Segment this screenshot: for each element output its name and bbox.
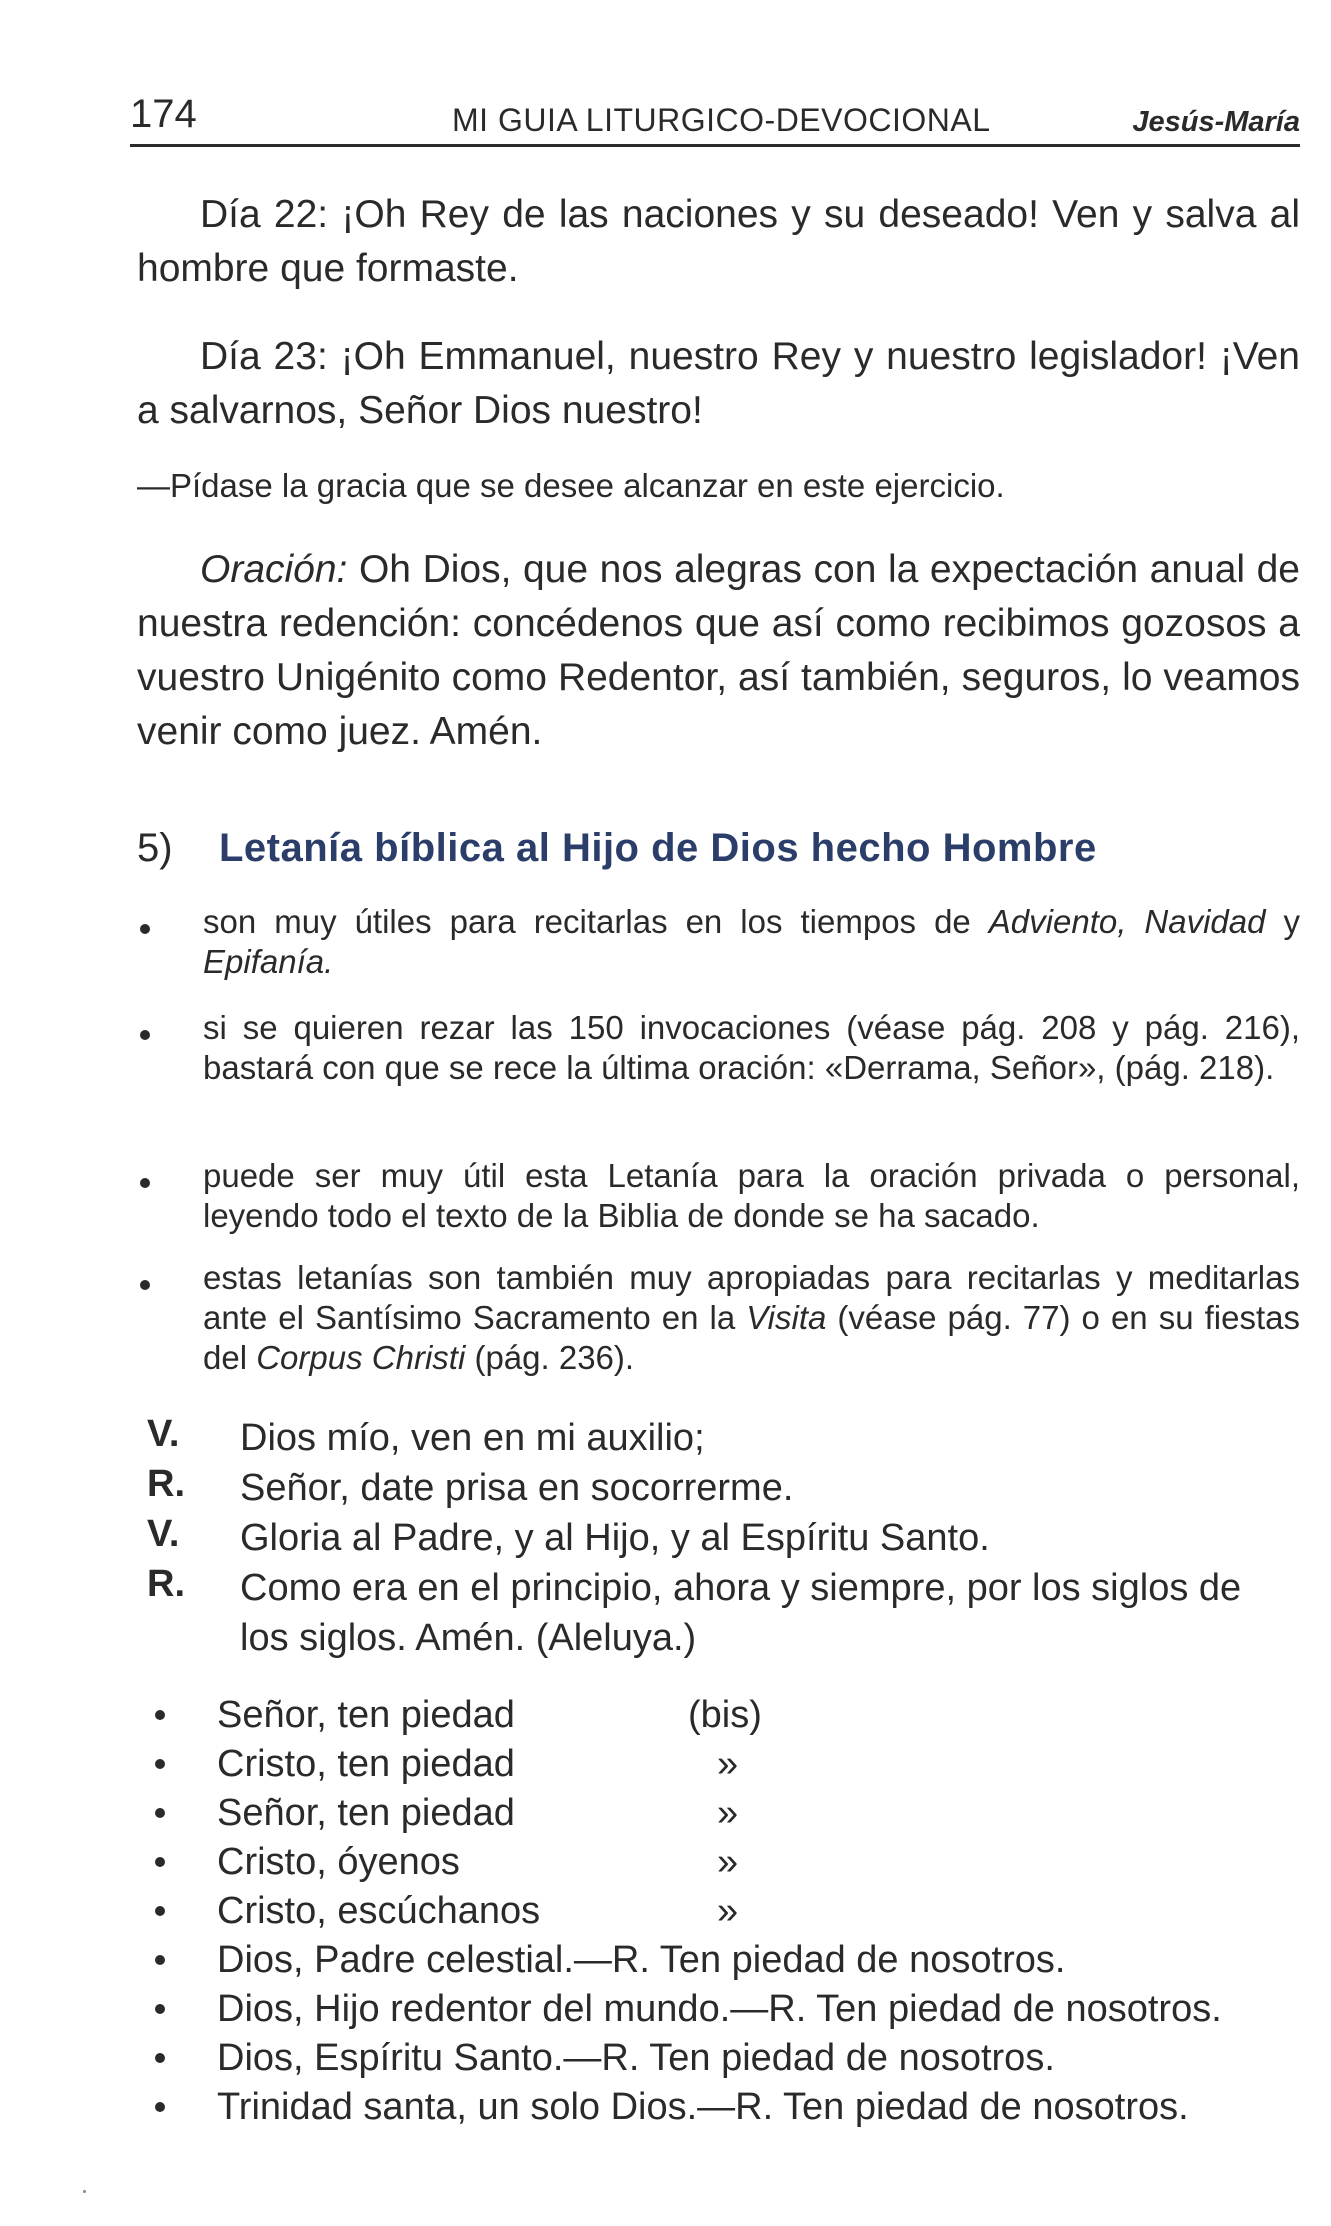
litany-line bbox=[0, 1837, 1331, 1887]
litany-line bbox=[0, 1984, 1331, 2034]
litany-text: Dios, Espíritu Santo.—R. Ten piedad de nosotros. bbox=[217, 2037, 1055, 2079]
bullet-icon bbox=[140, 1280, 150, 1290]
litany-text: Dios, Padre celestial.—R. Ten piedad de nosotros. bbox=[217, 1939, 1066, 1981]
page-header bbox=[130, 92, 1300, 152]
bullet-icon bbox=[155, 1906, 165, 1916]
litany-text: Cristo, óyenos bbox=[217, 1841, 460, 1883]
paragraph-oracion bbox=[137, 543, 1300, 759]
bullet-icon bbox=[155, 2102, 165, 2112]
litany-repeat: » bbox=[717, 1743, 739, 1785]
bullet-icon bbox=[155, 1857, 165, 1867]
litany-repeat: (bis) bbox=[688, 1694, 762, 1736]
litany-text: Cristo, escúchanos bbox=[217, 1890, 541, 1932]
oracion-text: Oh Dios, que nos alegras con la expectación anual de nuestra redención: concédenos que así como recibimos gozosos a vuestro Unigénito como Redentor, así también, seguros, lo veamos venir como juez. Amén. bbox=[137, 548, 1300, 753]
litany-line bbox=[0, 1739, 1331, 1789]
bullet-icon bbox=[140, 1178, 150, 1188]
paragraph-dia-23: Día 23: ¡Oh Emmanuel, nuestro Rey y nuestro legislador! ¡Ven a salvarnos, Señor Dios nuestro! bbox=[137, 335, 1300, 432]
litany-line bbox=[0, 1886, 1331, 1936]
versicle-mark: V. bbox=[147, 1413, 180, 1455]
response-mark: R. bbox=[147, 1463, 185, 1505]
bullet-icon bbox=[155, 2004, 165, 2014]
versicle-text: Gloria al Padre, y al Hijo, y al Espíritu Santo. bbox=[240, 1517, 990, 1559]
running-subtitle: Jesús-María bbox=[1132, 106, 1300, 138]
versicle-text: Dios mío, ven en mi auxilio; bbox=[240, 1417, 705, 1459]
bullet-icon bbox=[140, 1030, 150, 1040]
litany-text: Señor, ten piedad bbox=[217, 1792, 515, 1834]
litany-repeat: » bbox=[717, 1792, 739, 1834]
running-title: MI GUIA LITURGICO-DEVOCIONAL bbox=[452, 102, 991, 138]
response-mark: R. bbox=[147, 1563, 185, 1605]
response-text: Como era en el principio, ahora y siempre, por los siglos de los siglos. Amén. (Aleluya.) bbox=[240, 1567, 1242, 1659]
litany-line bbox=[0, 2082, 1331, 2132]
litany-line bbox=[0, 2033, 1331, 2083]
bullet-icon bbox=[140, 924, 150, 934]
oracion-label: Oración: bbox=[200, 548, 348, 591]
litany-text: Cristo, ten piedad bbox=[217, 1743, 515, 1785]
bullet-icon bbox=[155, 2053, 165, 2063]
header-rule bbox=[130, 144, 1300, 147]
litany-line bbox=[0, 1788, 1331, 1838]
section-title: Letanía bíblica al Hijo de Dios hecho Hombre bbox=[219, 826, 1097, 870]
print-speck bbox=[83, 2190, 86, 2193]
litany-text: Señor, ten piedad bbox=[217, 1694, 515, 1736]
book-page: 174 MI GUIA LITURGICO-DEVOCIONAL Jesús-María Día 22: ¡Oh Rey de las naciones y su deseado! Ven y salva al hombre que formaste. Día 23: ¡Oh Emmanuel, nuestro Rey y nuestro legislador! ¡Ven a salvarnos, Señor Dios nuestro! —Pídase la gracia que se desee alcanzar en este ejercicio. Oración: Oh Dios, que nos alegras con la expectación anual de nuestra redención: concédenos que así como recibimos gozosos a vuestro Unigénito como Redentor, así también, seguros, lo veamos venir como juez. Amén. 5) Letanía bíblica al Hijo de Dios hecho Hombre son muy útiles para recitarlas en los tiempos de Adviento, Navidad y Epifanía. si se quieren rezar las 150 invocaciones (véase pág. 208 y pág. 216), bastará con que se rece la última oración: «Derrama, Señor», (pág. 218). puede ser muy útil esta Letanía para la oración privada o personal, leyendo todo el texto de la Biblia de donde se ha sacado. estas letanías son también muy apropiadas para recitarlas y meditarlas ante el Santísimo Sacramento en la Visita (véase pág. 77) o en su fiestas del Corpus Christi (pág. 236). V. Dios mío, ven en mi auxilio; R. Señor, date prisa en socorrerme. V. Gloria al Padre, y al Hijo, y al Espíritu Santo. R. Como era en el principio, ahora y siempre, por los siglos de los siglos. Amén. (Aleluya.) Señor, ten piedad (bis) Cristo, ten piedad » Señor, ten piedad » Cristo, óyenos » Cristo, escúchanos » Dios, Padre celestial.—R. Ten piedad de nosotros. Dios, Hijo redentor del mundo.—R. Ten piedad de nosotros. Dios, Espíritu Santo.—R. Ten piedad de nosotros. Trinidad santa, un solo Dios.—R. Ten piedad de nosotros. bbox=[0, 0, 1331, 2226]
response-text: Señor, date prisa en socorrerme. bbox=[240, 1467, 794, 1509]
litany-line bbox=[0, 1935, 1331, 1985]
section-heading bbox=[137, 826, 1097, 871]
litany-repeat: » bbox=[717, 1890, 739, 1932]
litany-text: Dios, Hijo redentor del mundo.—R. Ten piedad de nosotros. bbox=[217, 1988, 1222, 2030]
paragraph-dia-22: Día 22: ¡Oh Rey de las naciones y su deseado! Ven y salva al hombre que formaste. bbox=[137, 193, 1300, 290]
section-number: 5) bbox=[137, 826, 173, 870]
bullet-icon bbox=[155, 1759, 165, 1769]
litany-text: Trinidad santa, un solo Dios.—R. Ten piedad de nosotros. bbox=[217, 2086, 1189, 2128]
instruction-line: —Pídase la gracia que se desee alcanzar en este ejercicio. bbox=[137, 467, 1005, 504]
versicle-mark: V. bbox=[147, 1513, 180, 1555]
bullet-icon bbox=[155, 1955, 165, 1965]
page-number: 174 bbox=[130, 92, 197, 136]
litany-line bbox=[0, 1690, 1331, 1740]
bullet-icon bbox=[155, 1710, 165, 1720]
bullet-icon bbox=[155, 1808, 165, 1818]
litany-repeat: » bbox=[717, 1841, 739, 1883]
